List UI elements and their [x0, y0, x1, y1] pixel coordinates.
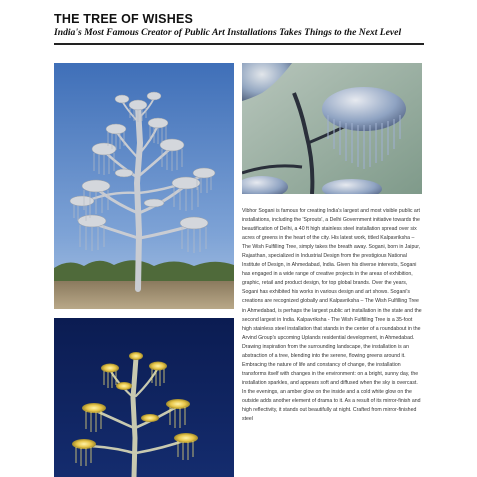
- article-title: THE TREE OF WISHES: [54, 12, 194, 26]
- photo-tree-night: [54, 318, 234, 477]
- header-rule: [54, 43, 424, 45]
- photo-tree-closeup: [242, 63, 422, 194]
- article-subtitle: India's Most Famous Creator of Public Art Installations Takes Things to the Next Level: [54, 27, 402, 38]
- photo-tree-daytime: [54, 63, 234, 309]
- article-header: [54, 12, 424, 39]
- article-body: Vibhor Sogani is famous for creating India's largest and most visible public art installations, including the 'Sprouts', a Delhi Government initiative towards the beautification of Delhi, a 40 ft high stainless steel installation spread over six acres of greens in the heart of the city. His latest work, titled Kalpavriksha – The Wish Fulfilling Tree, simply takes the breath away. Sogani, born in Jaipur, Rajasthan, specialized in Industrial Design from the prestigious National Institute of Design, in Ahmedabad, India. Given his diverse interests, Sogani has engaged in a wide range of creative projects in the areas of exhibition, graphic, retail and product design, for top global brands. Over the years, Sogani has exhibited his works in various design and art shows. Sogani's creations are recognized globally and Kalpavriksha – The Wish Fulfilling Tree in Ahmedabad, is perhaps the largest public art installation in the state and the second largest in India. Kalpavriksha - The Wish Fulfilling Tree is a 35-foot high stainless steel installation that stands in the center of a roundabout in the Arvind Group's upcoming Uplands residential development, in Ahmedabad. Drawing inspiration from the surrounding landscape, the installation is an abstraction of a tree, blending into the serene, flowing greens around it. Embracing the nature of life and constancy of change, the installation transforms itself with changes in the environment: on a bright, sunny day, the installation sparkles, and appears soft and diffused when the sky is overcast. In the evenings, an amber glow on the inside and a cold white glow on the outside adds another element of drama to it. As a result of its mirror-finish and high reflectivity, it stands out beautifully at night. Crafted from mirror-finished steel: [242, 208, 422, 423]
